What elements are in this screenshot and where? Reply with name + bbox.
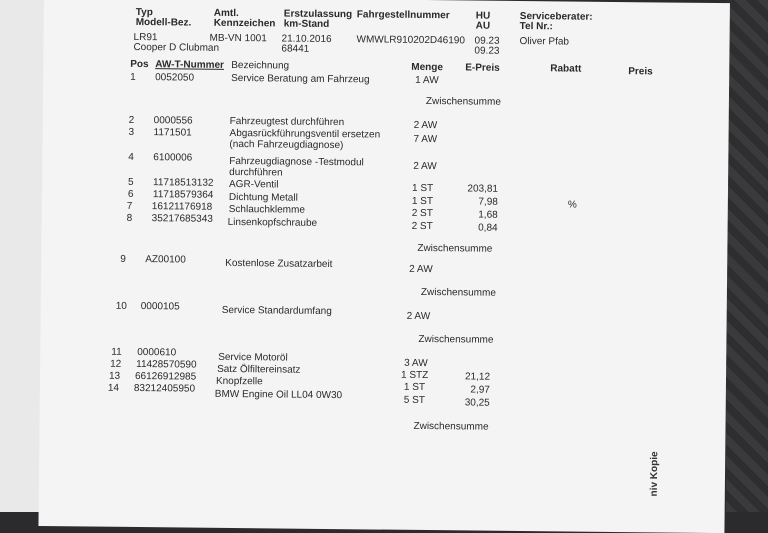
- kennzeichen-label: Kennzeichen: [213, 17, 276, 30]
- row-9-pos: 9: [120, 253, 126, 265]
- row-12-pos: 12: [110, 358, 122, 370]
- row-4-menge: 2 AW: [413, 160, 437, 173]
- row-7-nummer: 16121176918: [151, 201, 213, 213]
- hu-label: HU: [475, 10, 491, 22]
- row-4-nummer: 6100006: [153, 152, 193, 164]
- row-14-e-preis: 30,25: [464, 397, 490, 409]
- row-10-nummer: 0000105: [140, 301, 180, 313]
- row-10-menge: 2 AW: [406, 310, 431, 323]
- subtotal-2: Zwischensumme: [417, 242, 493, 255]
- typ-label: Typ: [135, 6, 153, 19]
- col-menge: Menge: [411, 61, 444, 74]
- row-2-menge: 2 AW: [413, 119, 438, 132]
- row-4-bezeichnung: Fahrzeugdiagnose -Testmodul: [229, 155, 364, 169]
- row-14-nummer: 83212405950: [133, 382, 196, 395]
- km-stand-value: 68441: [281, 43, 310, 55]
- row-10-bezeichnung: Service Standardumfang: [221, 304, 332, 318]
- row-8-bezeichnung: Linsenkopfschraube: [227, 216, 318, 229]
- typ-value: LR91: [133, 31, 158, 44]
- hu-value: 09.23: [474, 35, 500, 47]
- serviceberater-value: Oliver Pfab: [519, 35, 570, 48]
- row-12-e-preis: 21,12: [464, 371, 491, 383]
- au-label: AU: [475, 20, 491, 32]
- row-6-nummer: 11718579364: [152, 189, 214, 201]
- row-10-pos: 10: [115, 300, 127, 312]
- row-7-pos: 7: [126, 200, 133, 212]
- fahrgestellnummer-label: Fahrgestellnummer: [356, 9, 450, 22]
- row-3-nummer: 1171501: [153, 127, 192, 139]
- col-aw-t-nummer: AW-T-Nummer: [155, 59, 225, 71]
- amtl-label: Amtl.: [213, 7, 239, 20]
- row-9-bezeichnung: Kostenlose Zusatzarbeit: [225, 257, 333, 271]
- row-7-bezeichnung: Schlauchklemme: [228, 203, 305, 216]
- row-3-bezeichnung: Abgasrückführungsventil ersetzen: [229, 127, 381, 141]
- fahrgestellnummer-value: WMWLR910202D46190: [356, 34, 466, 47]
- row-8-pos: 8: [126, 212, 133, 224]
- erstzulassung-value: 21.10.2016: [281, 33, 332, 46]
- row-12-menge: 1 STZ: [400, 369, 429, 382]
- row-3-menge: 7 AW: [413, 133, 438, 146]
- col-e-preis: E-Preis: [465, 62, 500, 74]
- row-5-bezeichnung: AGR-Ventil: [228, 178, 279, 191]
- row-6-pos: 6: [127, 188, 134, 200]
- row-2-nummer: 0000556: [153, 115, 193, 127]
- subtotal-3: Zwischensumme: [420, 286, 497, 299]
- row-13-pos: 13: [108, 370, 121, 382]
- row-2-bezeichnung: Fahrzeugtest durchführen: [229, 115, 345, 129]
- row-3-pos: 3: [128, 126, 135, 138]
- serviceberater-label: Serviceberater:: [519, 10, 593, 23]
- row-2-pos: 2: [128, 114, 135, 126]
- col-pos: Pos: [130, 58, 149, 71]
- row-5-nummer: 11718513132: [152, 177, 214, 189]
- row-14-menge: 5 ST: [403, 394, 425, 407]
- row-5-pos: 5: [127, 176, 134, 188]
- row-1-menge: 1 AW: [415, 74, 439, 87]
- invoice-page: [38, 0, 730, 533]
- au-value: 09.23: [474, 45, 500, 57]
- row-1-pos: 1: [130, 71, 136, 83]
- row-8-nummer: 35217685343: [151, 213, 213, 225]
- col-bezeichnung: Bezeichnung: [231, 59, 290, 72]
- row-8-menge: 2 ST: [411, 220, 433, 233]
- row-14-pos: 14: [107, 382, 120, 394]
- row-13-e-preis: 2,97: [470, 384, 490, 396]
- row-1-bezeichnung: Service Beratung am Fahrzeug: [231, 72, 370, 86]
- kennzeichen-value: MB-VN 1001: [209, 32, 267, 45]
- row-6-bezeichnung: Dichtung Metall: [228, 191, 298, 204]
- row-3-bezeichnung-2: (nach Fahrzeugdiagnose): [229, 138, 344, 152]
- row-1-nummer: 0052050: [155, 72, 195, 84]
- side-kopie-text: niv Kopie: [648, 451, 661, 497]
- erstzulassung-label: Erstzulassung: [283, 8, 353, 21]
- background-leather-right: [726, 0, 768, 512]
- row-11-nummer: 0000610: [137, 346, 177, 359]
- row-13-menge: 1 ST: [403, 381, 426, 394]
- row-14-bezeichnung: BMW Engine Oil LL04 0W30: [214, 388, 343, 402]
- row-11-bezeichnung: Service Motoröl: [218, 351, 288, 364]
- row-7-e-preis: 1,68: [478, 209, 498, 221]
- row-13-bezeichnung: Knopfzelle: [215, 375, 263, 388]
- row-8-e-preis: 0,84: [478, 222, 498, 234]
- row-6-menge: 1 ST: [411, 195, 434, 208]
- row-12-bezeichnung: Satz Ölfiltereinsatz: [217, 363, 301, 376]
- row-5-menge: 1 ST: [411, 182, 434, 195]
- row-9-menge: 2 AW: [409, 263, 433, 276]
- modell-value: Cooper D Clubman: [133, 41, 220, 54]
- row-5-e-preis: 203,81: [467, 183, 499, 195]
- col-rabatt: Rabatt: [550, 63, 582, 75]
- modell-label: Modell-Bez.: [135, 16, 192, 29]
- row-9-nummer: AZ00100: [145, 254, 186, 266]
- row-11-pos: 11: [111, 346, 122, 358]
- row-12-nummer: 11428570590: [136, 358, 197, 371]
- row-4-bezeichnung-2: durchführen: [229, 166, 283, 179]
- subtotal-1: Zwischensumme: [425, 96, 502, 108]
- tel-label: Tel Nr.:: [519, 20, 553, 33]
- row-13-nummer: 66126912985: [134, 370, 197, 383]
- subtotal-5: Zwischensumme: [413, 420, 489, 433]
- row-7-menge: 2 ST: [411, 207, 433, 220]
- rabatt-percent-mark: %: [567, 199, 577, 211]
- row-4-pos: 4: [128, 151, 134, 163]
- subtotal-4: Zwischensumme: [418, 333, 494, 346]
- km-stand-label: km-Stand: [283, 18, 330, 30]
- col-preis: Preis: [628, 66, 653, 78]
- row-6-e-preis: 7,98: [478, 196, 498, 208]
- row-11-menge: 3 AW: [404, 357, 428, 370]
